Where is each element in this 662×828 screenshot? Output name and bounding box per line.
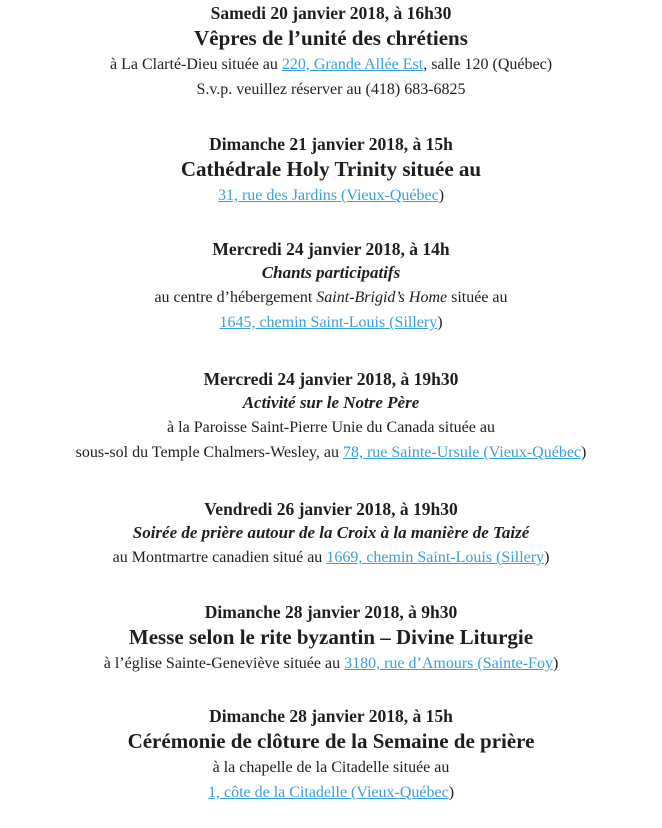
location-text: au centre d’hébergement [154,289,317,306]
location-text: ) [544,549,550,566]
event-item [0,601,662,676]
address-link[interactable]: 3180, rue d’Amours (Sainte-Foy [344,655,553,672]
event-title: Activité sur le Notre Père [242,393,420,412]
location-text: , salle 120 (Québec) [423,56,553,73]
event-address [0,310,662,335]
address-link[interactable]: 220, Grande Allée Est [281,56,424,73]
event-item [0,498,662,570]
event-address [0,440,662,465]
address-link[interactable]: 1, côte de la Citadelle (Vieux-Québec [207,784,449,801]
address-link[interactable]: 1645, chemin Saint-Louis (Sillery [219,314,438,331]
event-date: Dimanche 21 janvier 2018, à 15h [209,134,453,154]
address-link[interactable]: 1669, chemin Saint-Louis (Sillery [326,549,545,566]
event-date: Mercredi 24 janvier 2018, à 14h [212,239,450,259]
event-date: Dimanche 28 janvier 2018, à 9h30 [204,602,458,622]
event-location: à la Paroisse Saint-Pierre Unie du Canada située au [167,419,495,436]
event-item [0,133,662,208]
event-date: Vendredi 26 janvier 2018, à 19h30 [204,499,458,519]
event-location [0,285,662,310]
location-text: ) [437,314,443,331]
event-location [0,52,662,77]
event-date: Mercredi 24 janvier 2018, à 19h30 [203,369,459,389]
event-title: Soirée de prière autour de la Croix à la manière de Taizé [132,523,530,542]
address-link[interactable]: 78, rue Sainte-Ursule (Vieux-Québec [342,444,582,461]
event-date: Dimanche 28 janvier 2018, à 15h [209,706,453,726]
reservation-note: S.v.p. veuillez réserver au (418) 683-6825 [196,81,466,98]
location-text: à La Clarté-Dieu située au [109,56,282,73]
location-text: à l’église Sainte-Geneviève située au [103,655,345,672]
event-location: à la chapelle de la Citadelle située au [212,759,450,776]
event-location [0,651,662,676]
event-location [0,545,662,570]
event-title: Cathédrale Holy Trinity située au [180,157,482,181]
location-text: au Montmartre canadien situé au [112,549,327,566]
location-text: ) [438,187,445,204]
event-address [0,780,662,805]
location-text: située au [447,289,508,306]
location-text: ) [552,655,559,672]
event-date: Samedi 20 janvier 2018, à 16h30 [210,3,452,23]
event-title: Chants participatifs [261,263,401,282]
event-location [0,183,662,208]
location-text: ) [581,444,587,461]
location-text: sous-sol du Temple Chalmers-Wesley, au [75,444,343,461]
venue-name: Saint-Brigid’s Home [316,289,448,306]
event-title: Messe selon le rite byzantin – Divine Liturgie [128,625,534,649]
event-item [0,2,662,102]
event-title: Vêpres de l’unité des chrétiens [194,26,468,50]
event-item [0,705,662,805]
event-title: Cérémonie de clôture de la Semaine de prière [127,729,535,753]
location-text: ) [448,784,455,801]
event-item [0,368,662,465]
event-item [0,238,662,335]
address-link[interactable]: 31, rue des Jardins (Vieux-Québec [217,187,439,204]
